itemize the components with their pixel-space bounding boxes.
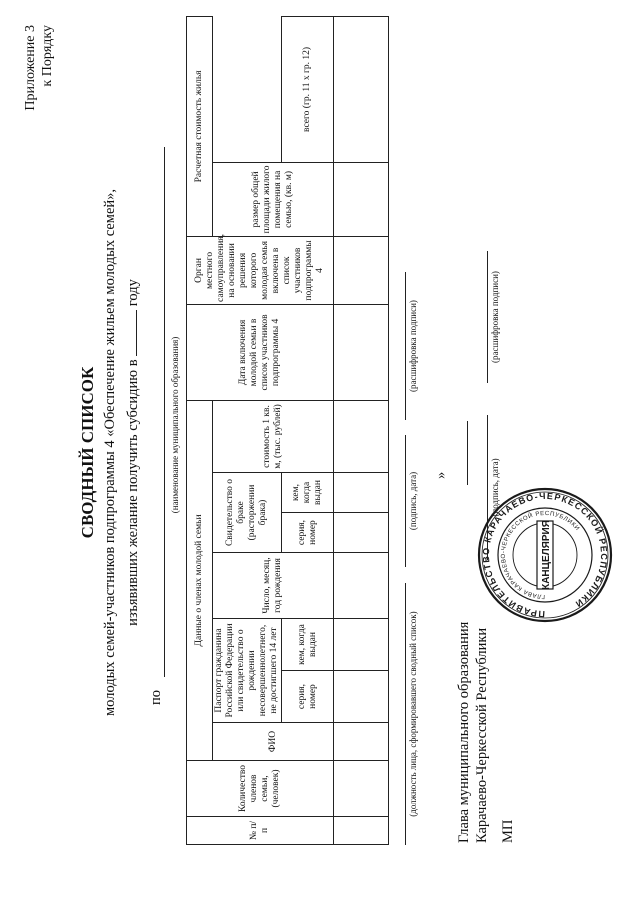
head-sign-date-caption: (подпись, дата) <box>490 458 500 517</box>
header-fio: ФИО <box>213 723 334 761</box>
quote-mark: » <box>433 471 449 479</box>
head-decrypt-caption: (расшифровка подписи) <box>490 271 500 363</box>
header-passport: Паспорт гражданина Российской Федерации или свидетельство о рождении несовершеннолетнего, не достигшего 14 лет <box>213 619 282 723</box>
head-line-1: Глава муниципального образования <box>456 621 472 843</box>
table-row-cell <box>334 723 389 761</box>
header-marriage-certificate: Свидетельство о браке (расторжении брака) <box>213 473 282 553</box>
table-row-cell <box>334 236 389 304</box>
table-row-cell <box>334 16 389 162</box>
seal-center-text: КАНЦЕЛЯРИЯ <box>541 520 552 590</box>
municipality-blank <box>164 147 165 677</box>
header-cost-per-meter: стоимость 1 кв. м, (тыс. рублей) <box>213 400 334 472</box>
header-date-included: Дата включения молодой семьи в список участников подпрограммы 4 <box>187 304 334 400</box>
seal-place-label: МП <box>500 819 516 843</box>
official-seal <box>475 485 615 625</box>
table-row-cell <box>334 513 389 553</box>
table-row-cell <box>334 400 389 472</box>
municipality-caption: (наименование муниципального образования) <box>170 336 180 514</box>
header-birth-date: Число, месяц, год рождения <box>213 553 334 619</box>
po-label: по <box>148 689 164 705</box>
head-line-2: Карачаево-Черкесской Республики <box>474 627 490 843</box>
subsidy-year-line <box>122 0 142 905</box>
table-row-cell <box>334 619 389 671</box>
header-num: № п/п <box>187 817 334 845</box>
head-date-day-line <box>467 421 468 485</box>
sign-date-line <box>405 435 406 567</box>
header-local-authority: Орган местного самоуправления, на основании решения которого молодая семья включена в список участников подпрограммы 4 <box>187 236 334 304</box>
seal-inner-text: ГЛАВА КАРАЧАЕВО-ЧЕРКЕССКОЙ РЕСПУБЛИКИ <box>500 510 581 600</box>
table-row-cell <box>334 473 389 513</box>
header-living-area: размер общей площади жилого помещения на семью, (кв. м) <box>213 162 334 236</box>
municipality-line <box>148 145 165 705</box>
head-decrypt-line <box>487 251 488 383</box>
subsidy-text: изъявивших желание получить субсидию в <box>125 359 141 626</box>
families-table <box>186 16 389 845</box>
table-row-cell <box>334 162 389 236</box>
header-passport-series: серия, номер <box>282 671 334 723</box>
table-row-cell <box>334 304 389 400</box>
sign-date-caption: (подпись, дата) <box>408 471 418 531</box>
table-row-cell <box>334 817 389 845</box>
table-row-cell <box>334 761 389 817</box>
appendix-note <box>22 25 56 265</box>
position-caption: (должность лица, сформировавшего сводный список) <box>408 611 418 817</box>
header-family-members: Данные о членах молодой семьи <box>187 400 213 760</box>
seal-outer-text: ПРАВИТЕЛЬСТВО КАРАЧАЕВО-ЧЕРКЕССКОЙ РЕСПУБЛИКИ <box>480 490 610 620</box>
header-marriage-series: серия, номер <box>282 513 334 553</box>
document-title: СВОДНЫЙ СПИСОК <box>78 366 97 539</box>
year-blank <box>122 310 137 356</box>
head-of-municipality <box>455 622 491 843</box>
year-word: году <box>125 279 141 307</box>
header-family-count: Количество членов семьи, (человек) <box>187 761 334 817</box>
header-passport-issued: кем, когда выдан <box>282 619 334 671</box>
header-marriage-issued: кем, когда выдан <box>282 473 334 513</box>
decrypt-line <box>405 272 406 420</box>
position-signature-line <box>405 583 406 845</box>
header-housing-cost: Расчетная стоимость жилья <box>187 16 213 236</box>
document-subtitle: молодых семей-участников подпрограммы 4 «Обеспечение жильем молодых семей», <box>102 188 118 717</box>
appendix-line-1: Приложение 3 <box>23 25 38 111</box>
appendix-line-2: к Порядку <box>40 25 55 87</box>
table-row-cell <box>334 671 389 723</box>
decrypt-caption: (расшифровка подписи) <box>408 300 418 392</box>
header-total-cost: всего (гр. 11 х гр. 12) <box>282 16 334 162</box>
table-row-cell <box>334 553 389 619</box>
